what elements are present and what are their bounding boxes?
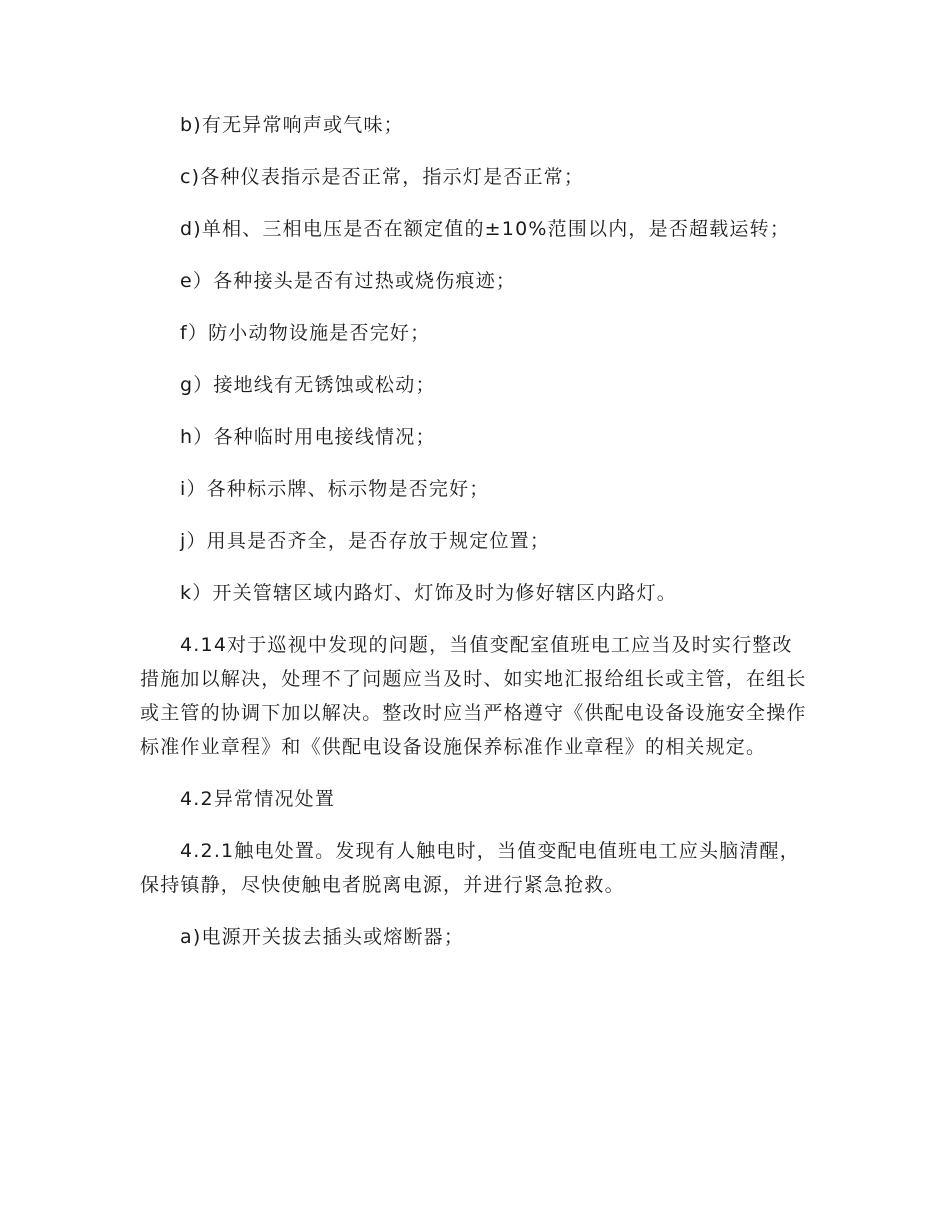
list-item-g: g）接地线有无锈蚀或松动；: [180, 374, 436, 396]
section-heading-4-2: 4.2异常情况处置: [180, 788, 336, 810]
list-item-a: a)电源开关拔去插头或熔断器；: [180, 926, 465, 948]
list-item-b: b)有无异常响声或气味；: [180, 114, 404, 136]
list-item-e: e）各种接头是否有过热或烧伤痕迹；: [180, 270, 517, 292]
list-item-h: h）各种临时用电接线情况；: [180, 426, 436, 448]
list-item-f: f）防小动物设施是否完好；: [180, 322, 431, 344]
list-item-j: j）用具是否齐全，是否存放于规定位置；: [180, 530, 551, 552]
section-4-2-1-paragraph: 4.2.1触电处置。发现有人触电时，当值变配电值班电工应头脑清醒，保持镇静，尽快使触电者脱离电源，并进行紧急抢救。: [140, 840, 800, 896]
list-item-d: d)单相、三相电压是否在额定值的±10%范围以内，是否超载运转；: [180, 218, 791, 240]
document-body: [140, 108, 810, 972]
list-item-i: i）各种标示牌、标示物是否完好；: [180, 478, 490, 500]
list-item-c: c)各种仪表指示是否正常，指示灯是否正常；: [180, 166, 585, 188]
list-item-k: k）开关管辖区域内路灯、灯饰及时为修好辖区内路灯。: [180, 582, 678, 604]
section-4-14-paragraph: 4.14对于巡视中发现的问题，当值变配室值班电工应当及时实行整改措施加以解决，处理不了问题应当及时、如实地汇报给组长或主管，在组长或主管的协调下加以解决。整改时应当严格遵守《供配电设备设施安全操作标准作业章程》和《供配电设备设施保养标准作业章程》的相关规定。: [140, 634, 807, 758]
